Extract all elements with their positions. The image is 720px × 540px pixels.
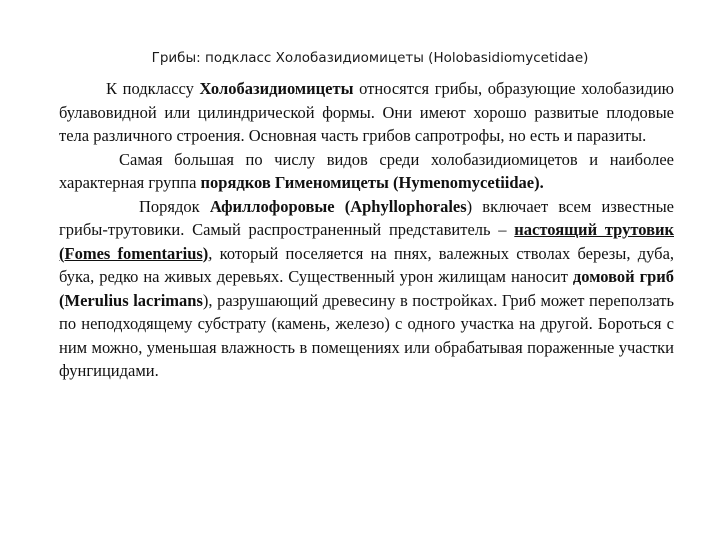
text-segment: ), разрушающий древесину в постройках. Гриб может переползать по неподходящему субстрату (камень, железо) с одного участка на другой. Бороться с ним можно, уменьшая влажность в помещениях или обрабатывая пораженные участки фунгицидами. [59,290,674,380]
term-aphyllophorales: Афиллофоровые (Aphyllophorales [209,196,467,216]
term-merulius-lacrimans: домовой гриб (Merulius lacrimans [59,267,675,310]
term-fomes-fomentarius: настоящий трутовик (Fomes fomentarius) [59,220,674,263]
body-text [59,77,674,383]
text-segment: Самая большая по числу видов среди холобазидиомицетов и наиболее характерная группа [59,149,674,192]
term-hymenomycetes: порядков Гименомицеты (Hymenomycetiidae). [200,173,544,192]
paragraph-aphyllophorales [59,195,674,383]
text-segment: , который поселяется на пнях, валежных стволах березы, дуба, бука, редко на живых деревьях. Существенный урон жилищам наносит [59,243,675,286]
text-segment: К подклассу [106,79,200,98]
paragraph-subclass [59,77,674,148]
slide-title: Грибы: подкласс Холобазидиомицеты (Holobasidiomycetidae) [151,50,589,66]
paragraph-hymenomycetes [59,148,674,195]
term-holobasidiomycetes: Холобазидиомицеты [199,79,354,98]
text-segment: ) включает всем известные грибы-трутовики. Самый распространенный представитель – [59,196,674,239]
text-segment: Порядок [139,196,210,216]
text-segment: относятся грибы, образующие холобазидию булавовидной или цилиндрической формы. Они имеют хорошо развитые плодовые тела различного строения. Основная часть грибов сапротрофы, но есть и паразиты. [59,79,674,145]
